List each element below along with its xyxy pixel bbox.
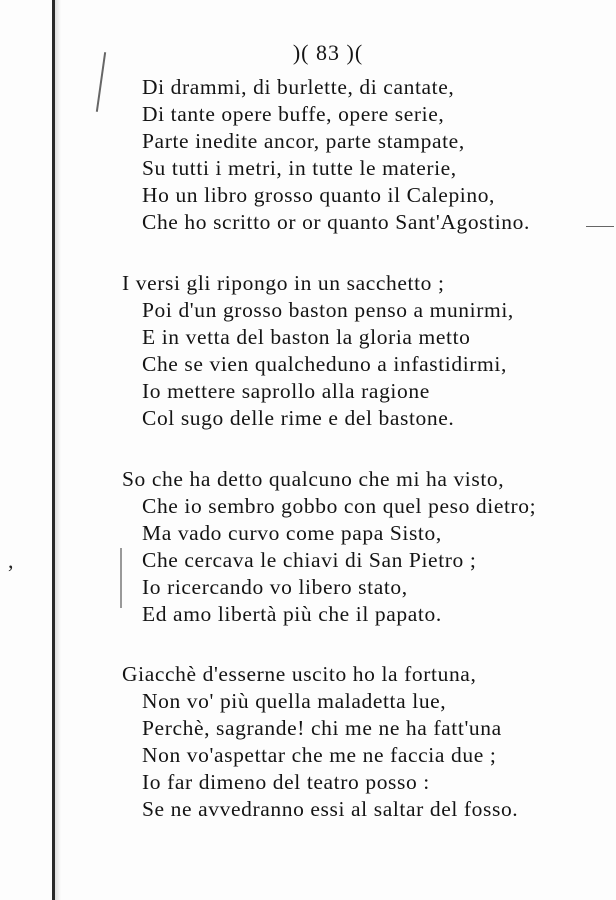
verse-line: Che io sembro gobbo con quel peso dietro; <box>142 494 537 518</box>
verse-line: Ed amo libertà più che il papato. <box>142 602 442 626</box>
verse-line: So che ha detto qualcuno che mi ha visto, <box>122 467 505 491</box>
verse-line: Col sugo delle rime e del bastone. <box>142 406 455 430</box>
verse-line: Io mettere saprollo alla ragione <box>142 379 430 403</box>
verse-line: Io ricercando vo libero stato, <box>142 575 408 599</box>
verse-line: I versi gli ripongo in un sacchetto ; <box>122 271 445 295</box>
verse-line: Ma vado curvo come papa Sisto, <box>142 521 442 545</box>
verse-line: Non vo' più quella maladetta lue, <box>142 689 447 713</box>
verse-line: Ho un libro grosso quanto il Calepino, <box>142 183 496 207</box>
gutter-shadow <box>55 0 61 900</box>
page-number: )( 83 )( <box>292 40 364 65</box>
verse-line: Poi d'un grosso baston penso a munirmi, <box>142 298 514 322</box>
verse-line: Che se vien qualcheduno a infastidirmi, <box>142 352 507 376</box>
margin-mark: , <box>8 548 14 573</box>
verse-line: Io far dimeno del teatro posso : <box>142 770 430 794</box>
verse-line: Che cercava le chiavi di San Pietro ; <box>142 548 477 572</box>
verse-line: Parte inedite ancor, parte stampate, <box>142 129 465 153</box>
verse-line: Che ho scritto or or quanto Sant'Agostino. <box>142 210 530 234</box>
verse-line: Giacchè d'esserne uscito ho la fortuna, <box>122 662 477 686</box>
verse-line: Se ne avvedranno essi al saltar del fosso. <box>142 797 519 821</box>
page-scratch <box>120 548 122 608</box>
verse-line: Perchè, sagrande! chi me ne ha fatt'una <box>142 716 502 740</box>
verse-line: Non vo'aspettar che me ne faccia due ; <box>142 743 497 767</box>
verse-line: Di drammi, di burlette, di cantate, <box>142 75 455 99</box>
verse-line: Su tutti i metri, in tutte le materie, <box>142 156 457 180</box>
page-scratch <box>586 226 614 227</box>
verse-line: E in vetta del baston la gloria metto <box>142 325 471 349</box>
verse-line: Di tante opere buffe, opere serie, <box>142 102 445 126</box>
